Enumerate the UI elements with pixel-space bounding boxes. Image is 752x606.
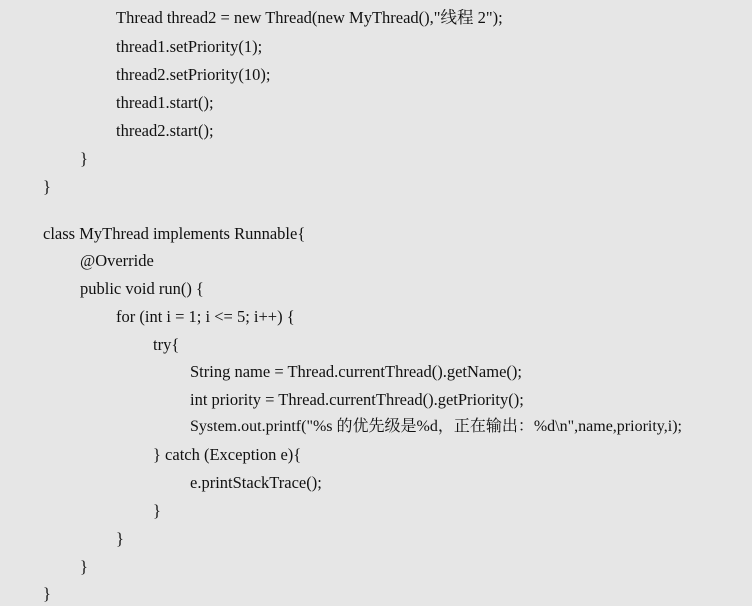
code-line: System.out.printf("%s 的优先级是%d，正在输出：%d\n",name,priority,i); <box>190 418 682 435</box>
code-line: @Override <box>80 251 154 270</box>
code-line: try{ <box>153 335 180 354</box>
code-line: } catch (Exception e){ <box>153 445 302 464</box>
code-line: int priority = Thread.currentThread().getPriority(); <box>190 390 524 409</box>
code-line: public void run() { <box>80 279 204 298</box>
code-line: thread1.setPriority(1); <box>116 37 263 56</box>
code-line: Thread thread2 = new Thread(new MyThread(),"线程 2"); <box>116 8 503 27</box>
code-line: for (int i = 1; i <= 5; i++) { <box>116 307 295 326</box>
code-line: } <box>43 584 51 603</box>
code-line: } <box>153 501 161 520</box>
code-line: class MyThread implements Runnable{ <box>43 224 306 243</box>
code-line: } <box>43 177 51 196</box>
code-line: thread1.start(); <box>116 93 214 112</box>
code-line: } <box>80 149 88 168</box>
code-line: } <box>116 529 124 548</box>
code-line: String name = Thread.currentThread().getName(); <box>190 362 522 381</box>
code-line: thread2.setPriority(10); <box>116 65 271 84</box>
code-line: e.printStackTrace(); <box>190 473 322 492</box>
code-line: } <box>80 557 88 576</box>
code-line: thread2.start(); <box>116 121 214 140</box>
